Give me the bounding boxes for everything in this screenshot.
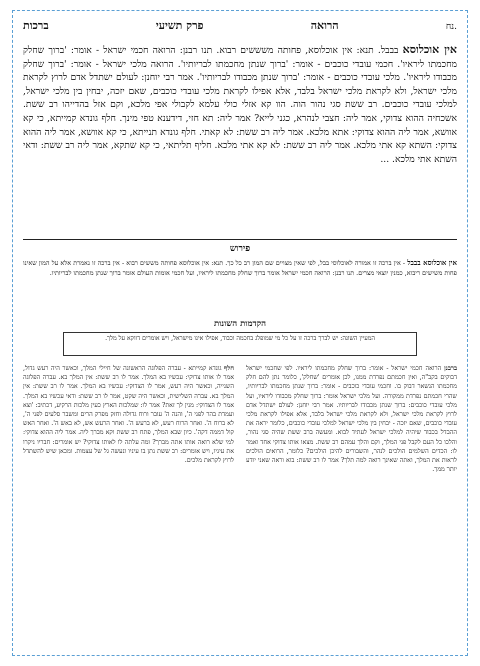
gemara-continuation: ... — [380, 153, 390, 165]
peirush-label: פירוש — [229, 244, 251, 254]
left-column-lead: חלף — [224, 365, 234, 372]
right-column-body: הרואה חכמי ישראל - אומר: ברוך שחלק מחכמתו ליראיו. לפי שחכמי ישראל דבוקים בקב"ה, ואין חכמתם נפרדת ממנו, לכן אומרים 'שחלק', כלומר נתן להם חלק מחכמתו הנשאר דבוק בו. וחכמי עובדי כוכבים - אומר: ברוך שנתן מחכמתו לבריותיו, שהרי חכמתם נפרדת ממקורה. ועל מלכי ישראל אומר: ברוך שחלק מכבודו ליראיו, ועל מלכי עובדי כוכבים: ברוך שנתן מכבודו לבריותיו. אמר רבי יוחנן: לעולם ישתדל אדם לרוץ לקראת מלכי ישראל, ולא לקראת מלכי ישראל בלבד, אלא אפילו לקראת מלכי עובדי כוכבים, שאם יזכה - יבחין בין מלכי ישראל למלכי עובדי כוכבים, כלומר יראה את ההבדל בכבוד שיהיה למלכי ישראל לעתיד לבוא. ומעשה ברב ששת שהיה סגי נהור, והלכו כל העם לקבל פני המלך, וקם והלך עמהם רב ששת. מצאו אותו צדוקי אחד ואמר לו: הכדים השלמים הולכים לנהר, והשבורים להיכן הולכים? כלומר, הרואים הולכים לראות את המלך, ואתה שאינך רואה למה תלך? אמר לו רב ששת: בוא וראה שאני יודע יותר ממך. — [246, 365, 457, 474]
gemara-body: בבבל. תנא: אין אוכלוסא, פחותה משששים רבוא. תנו רבנן: הרואה חכמי ישראל - אומר: 'ברוך שחלק מחכמתו ליראיו'. חכמי עובדי כוכבים - אומר: 'ברוך שנתן מחכמתו לבריותיו'. הרואה מלכי ישראל - אומר: 'ברוך שחלק מכבודו ליראיו'. מלכי עובדי כוכבים - אומר: 'ברוך שנתן מכבודו לבריותיו'. אמר רבי יוחנן: לעולם ישתדל אדם לרוץ לקראת מלכי ישראל, ולא לקראת מלכי ישראל בלבד, אלא אפילו לקראת מלכי עובדי כוכבים, שאם יזכה, יבחין בין מלכי ישראל, למלכי עובדי כוכבים. רב ששת סגי נהור הוה. הוו קא אזלי כולי עלמא לקבולי אפי מלכא, וקם אזל בהדייהו רב ששת. אשכחיה ההוא צדוקי, אמר ליה: חצבי לנהרא, כגני לייא? אמר ליה: תא חזי, דידענא טפי מינך. חלף גונדא קמייתא, כי קא אוושא, אמר ליה ההוא צדוקי: אתא מלכא. אמר ליה רב ששת: לא קאתי. חלף גונדא תנייתא, כי קא אוושא, אמר ליה ההוא צדוקי: השתא קא אתי מלכא. אמר ליה רב ששת: לא קא אתי מלכא. חליף תליתאי, כי קא שתקא, אמר ליה רב ששת: ודאי השתא אתי מלכא. — [23, 45, 457, 165]
commentary-column-right — [246, 364, 457, 647]
peirush-body: - אין ברכה זו אמורה לאוכלוסי בבל, לפי שאין מצויים שם המון רב כל כך. תנא: אין אוכלוסא פחותה מששים רבוא - אין ברכה זו נאמרת אלא על המון שאינו פחות משישים ריבוא, כמנין יוצאי מצרים. תנו רבנן: הרואה חכמי ישראל אומר ברוך שחלק מחכמתו ליראיו, ועל חכמי אומות העולם אומר ברוך שנתן מחכמתו לבריותיו. — [23, 259, 457, 277]
intro-box: המעיין השונה: יש לברך ברכה זו על כל מי שמופלג בחכמה וכבוד, אפילו אינו מישראל, ויש אומרים דווקא על מלך. — [63, 332, 417, 356]
peirush-text — [23, 258, 457, 308]
tractate-name: ברכות — [23, 19, 49, 32]
gemara-lead-word: אין אוכלוסא — [402, 43, 457, 56]
peirush-lead: אין אוכלוסא בבבל — [407, 258, 457, 267]
commentary-columns — [23, 364, 457, 647]
left-column-body: גונדא קמייתא - עברה הפלוגה הראשונה של חיילי המלך, וכאשר היה רעש גדול, אמר לו אותו צדוקי: עכשיו בא המלך. אמר לו רב ששת: אין המלך בא. עברה הפלוגה השנייה, וכאשר היה רעש, אמר לו הצדוקי: עכשיו בא המלך. אמר לו רב ששת: אין המלך בא. עברה השלישית, וכאשר היה שקט, אמר לו רב ששת: ודאי עכשיו בא המלך. אמר לו הצדוקי: מנין לך זאת? אמר לו: שמלכות הארץ כעין מלכות הרקיע, דכתיב: 'וצא ועמדת בהר לפני ה', והנה ה' עובר ורוח גדולה וחזק מפרק הרים ומשבר סלעים לפני ה', לא ברוח ה'. ואחר הרוח רעש, לא ברעש ה'. ואחר הרעש אש, לא באש ה'. ואחר האש קול דממה דקה'. כיון שבא המלך, פתח רב ששת וקא מברך ליה. אמר ליה ההוא צדוקי: למי שלא רואה אותו אתה מברך? ומה עלתה לו לאותו צדוקי? יש אומרים: חבריו ניקרו את עיניו, ויש אומרים: רב ששת נתן בו עיניו ונעשה גל של עצמות. ומכאן שיש להשתדל לרוץ לקראת מלכים. — [23, 365, 234, 465]
commentary-column-left — [23, 364, 234, 647]
section-divider — [23, 239, 457, 240]
page-frame — [12, 10, 468, 656]
right-column-lead: ברבנן — [444, 365, 457, 372]
page-content — [23, 19, 457, 647]
chapter-name: הרואה — [310, 19, 339, 32]
intro-title: הקדמות השונות — [213, 319, 267, 329]
page-header — [23, 19, 457, 37]
chapter-label: פרק תשיעי — [155, 19, 204, 32]
page-ref: נח. — [445, 22, 457, 32]
gemara-text — [23, 43, 457, 231]
